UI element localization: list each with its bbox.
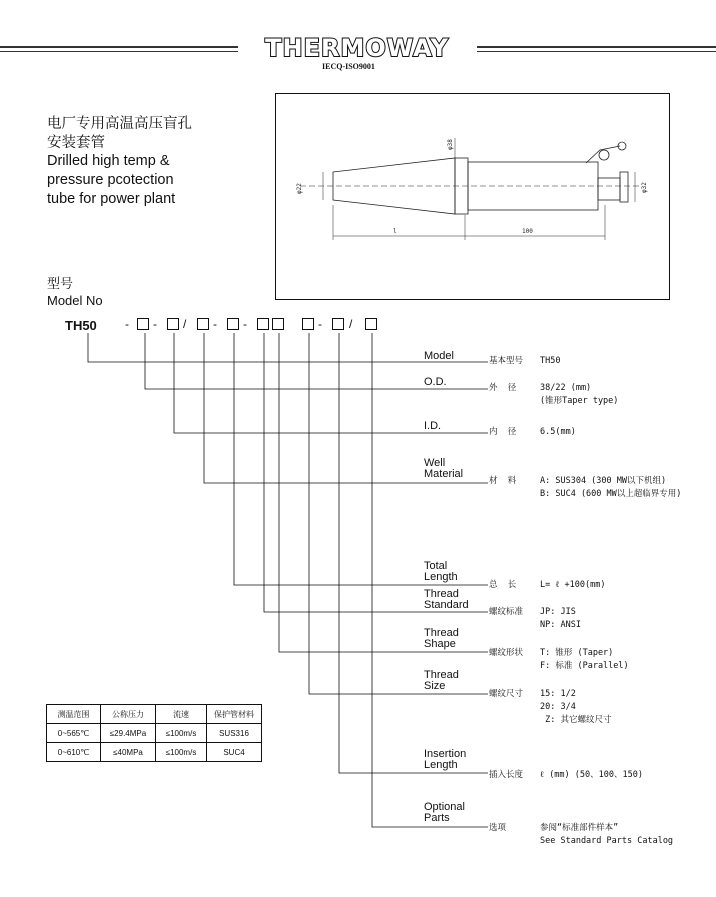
field-thread-1: Thread — [424, 588, 459, 600]
value-thread-standard-np: NP: ANSI — [540, 620, 581, 630]
code-box-thread-shape — [272, 318, 284, 330]
value-total-length: L= ℓ +100(mm) — [540, 580, 606, 590]
value-od: 38/22 (mm) — [540, 383, 592, 393]
code-sep-5: - — [243, 317, 247, 331]
table-cell: 0~565℃ — [47, 724, 101, 743]
dim-label-38: φ38 — [447, 139, 454, 150]
cn-material: 材 料 — [489, 476, 517, 486]
value-id: 6.5(mm) — [540, 427, 576, 437]
code-box-thread-standard — [257, 318, 269, 330]
value-thread-size-z: Z: 其它螺纹尺寸 — [540, 715, 612, 725]
drawing-frame — [276, 94, 670, 300]
title-cn-line2: 安装套管 — [47, 135, 105, 151]
tube-nut — [620, 172, 628, 202]
table-cell: SUS316 — [207, 724, 262, 743]
spec-header-velocity: 流速 — [156, 705, 207, 724]
code-box-insertion-length — [332, 318, 344, 330]
value-thread-size-15: 15: 1/2 — [540, 689, 576, 699]
spec-header-pressure: 公称压力 — [101, 705, 156, 724]
cn-model: 基本型号 — [489, 356, 524, 366]
value-model: TH50 — [540, 356, 561, 366]
field-thread-2: Thread — [424, 627, 459, 639]
title-en-line3: tube for power plant — [47, 191, 176, 207]
field-material: Material — [424, 468, 464, 480]
cn-optional: 选项 — [489, 823, 507, 833]
cn-insertion-length: 插入长度 — [489, 770, 524, 780]
field-standard: Standard — [424, 599, 469, 611]
code-sep-2: - — [153, 317, 157, 331]
code-sep-3: / — [183, 317, 187, 331]
field-od: O.D. — [424, 376, 447, 388]
table-cell: ≤40MPa — [101, 743, 156, 762]
tube-chain — [586, 146, 620, 163]
value-thread-size-20: 20: 3/4 — [540, 702, 576, 712]
table-cell: ≤100m/s — [156, 743, 207, 762]
title-en-line1: Drilled high temp & — [47, 153, 170, 169]
value-optional-cn: 参阅“标准部件样本” — [540, 823, 619, 833]
field-shape: Shape — [424, 638, 456, 650]
field-thread-3: Thread — [424, 669, 459, 681]
value-material-a: A: SUS304 (300 MW以下机组) — [540, 476, 667, 486]
tube-cap — [599, 150, 609, 160]
field-optional: Optional — [424, 801, 465, 813]
connector-insertion-length — [339, 333, 488, 773]
dim-label-22: φ22 — [296, 183, 303, 194]
field-total: Total — [424, 560, 448, 572]
tube-body — [468, 162, 598, 210]
code-box-optional-parts — [365, 318, 377, 330]
field-insertion-length: Length — [424, 759, 458, 771]
code-sep-1: - — [125, 317, 129, 331]
dim-label-32: φ32 — [641, 182, 648, 193]
certification-label: IECQ-ISO9001 — [322, 62, 375, 71]
connector-total-length — [234, 333, 488, 585]
value-insertion-length: ℓ (mm) (50、100、150) — [540, 770, 643, 780]
title-cn-line1: 电厂专用高温高压盲孔 — [47, 116, 192, 132]
field-size: Size — [424, 680, 446, 692]
value-thread-standard-jp: JP: JIS — [540, 607, 576, 617]
table-cell: ≤29.4MPa — [101, 724, 156, 743]
field-parts: Parts — [424, 812, 450, 824]
code-sep-4: - — [213, 317, 217, 331]
code-box-material — [197, 318, 209, 330]
title-en-line2: pressure pcotection — [47, 172, 174, 188]
value-material-b: B: SUC4 (600 MW以上超临界专用) — [540, 489, 682, 499]
tube-thread — [598, 178, 620, 200]
code-box-thread-size — [302, 318, 314, 330]
code-sep-7: / — [349, 317, 353, 331]
cn-total-length: 总 长 — [489, 580, 517, 590]
model-label-en: Model No — [47, 293, 103, 308]
table-row — [47, 724, 262, 743]
code-sep-6: - — [318, 317, 322, 331]
brand-logo: THERMOWAY — [265, 34, 449, 62]
value-thread-shape-t: T: 锥形 (Taper) — [540, 648, 614, 658]
value-od-2: (锥形Taper type) — [540, 396, 619, 406]
field-well: Well — [424, 457, 446, 469]
cn-thread-shape: 螺纹形状 — [489, 648, 524, 658]
value-thread-shape-f: F: 标准 (Parallel) — [540, 661, 629, 671]
cn-od: 外 径 — [489, 383, 517, 393]
code-box-od — [137, 318, 149, 330]
field-model: Model — [424, 350, 454, 362]
cn-thread-standard: 螺纹标准 — [489, 607, 524, 617]
spec-header-material: 保护管材料 — [207, 705, 262, 724]
field-id: I.D. — [424, 420, 442, 432]
model-code: TH50 — [65, 318, 97, 333]
model-label-cn: 型号 — [47, 276, 74, 291]
table-row — [47, 743, 262, 762]
field-length: Length — [424, 571, 458, 583]
field-insertion: Insertion — [424, 748, 467, 760]
spec-table — [46, 704, 262, 762]
code-box-id — [167, 318, 179, 330]
dim-label-l: l — [393, 228, 397, 235]
cn-id: 内 径 — [489, 427, 517, 437]
code-box-total-length — [227, 318, 239, 330]
table-cell: 0~610℃ — [47, 743, 101, 762]
spec-header-temp: 测温范围 — [47, 705, 101, 724]
cn-thread-size: 螺纹尺寸 — [489, 689, 524, 699]
spec-table-header — [47, 705, 262, 724]
dim-label-100: 100 — [522, 228, 533, 235]
connector-thread-size — [309, 333, 488, 694]
table-cell: ≤100m/s — [156, 724, 207, 743]
value-optional-en: See Standard Parts Catalog — [540, 836, 674, 846]
table-cell: SUC4 — [207, 743, 262, 762]
